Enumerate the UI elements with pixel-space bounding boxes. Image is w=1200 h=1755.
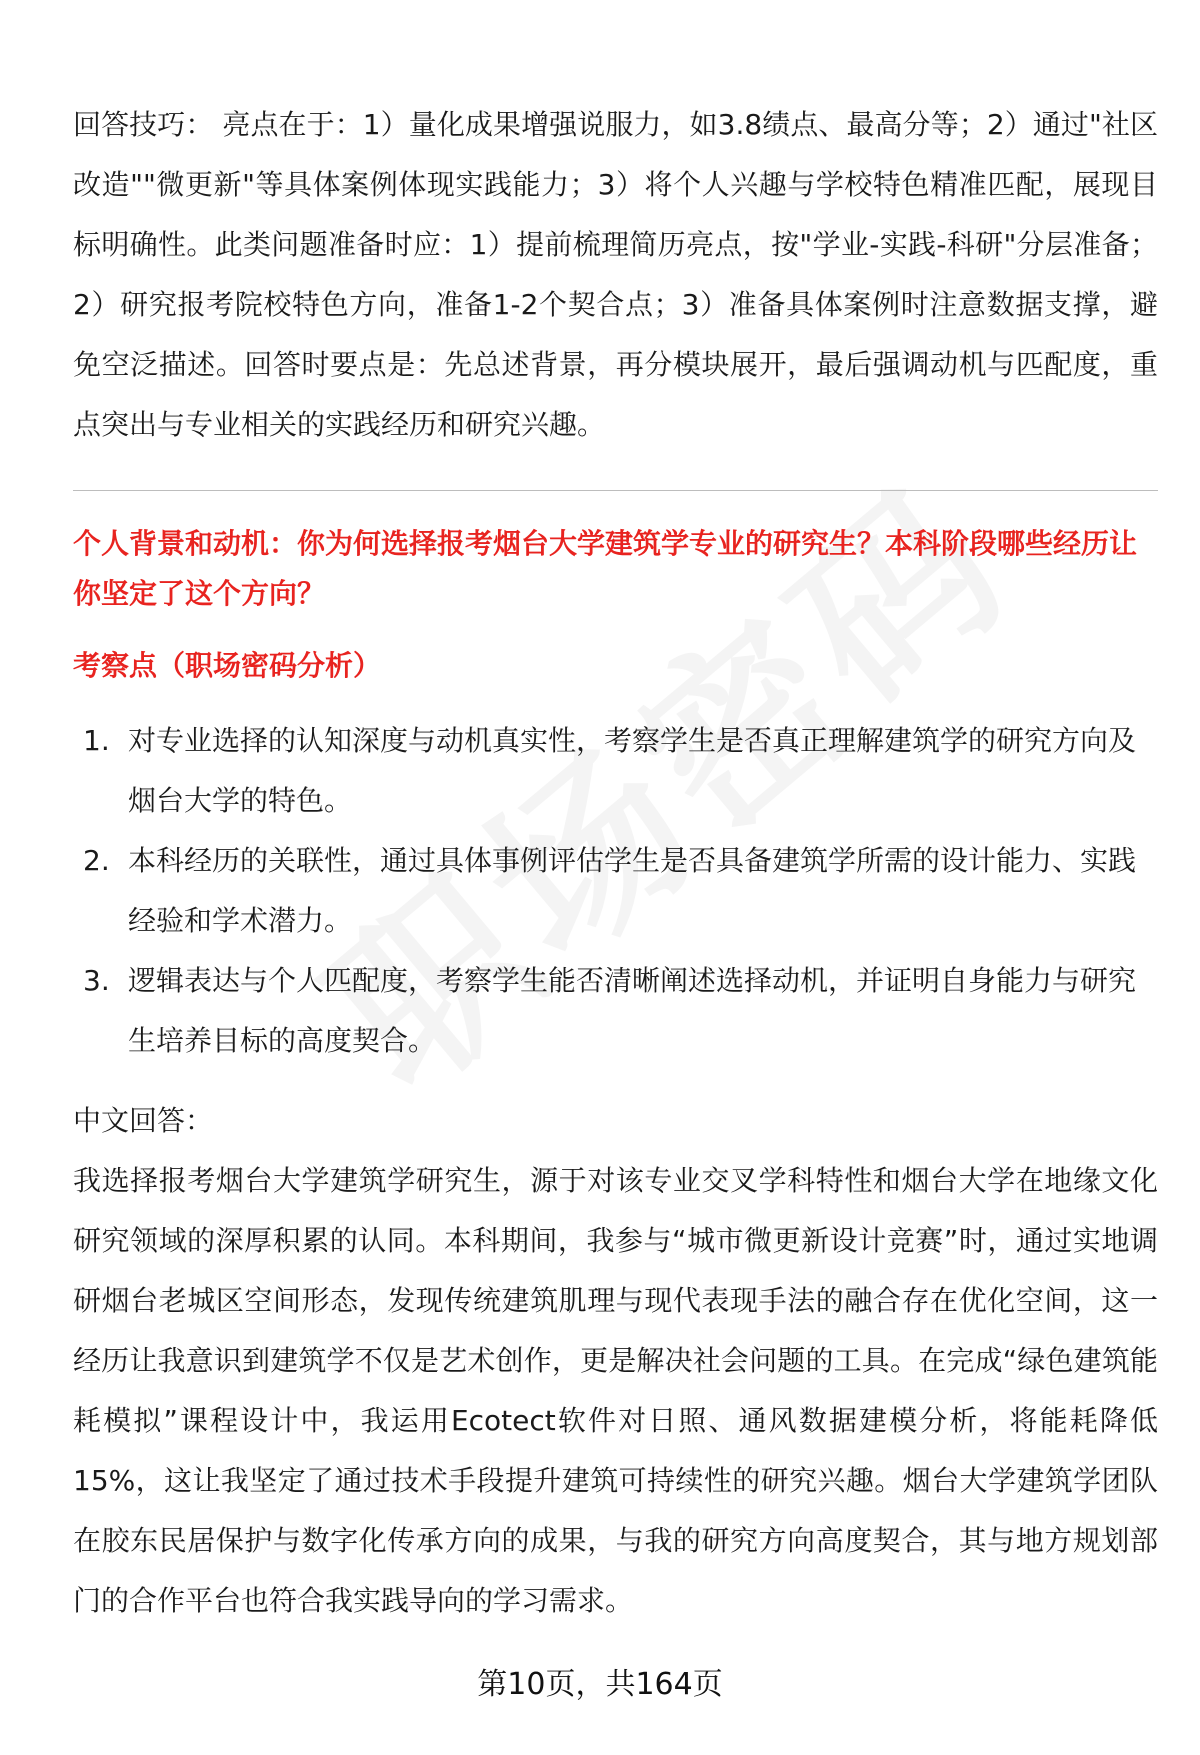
list-number: 2. bbox=[83, 844, 110, 877]
answer-label: 中文回答： bbox=[73, 1104, 214, 1137]
list-text: 对专业选择的认知深度与动机真实性，考察学生是否真正理解建筑学的研究方向及烟台大学的特色。 bbox=[128, 724, 1137, 817]
list-number: 3. bbox=[83, 964, 110, 997]
list-text: 逻辑表达与个人匹配度，考察学生能否清晰阐述选择动机，并证明自身能力与研究生培养目标的高度契合。 bbox=[128, 964, 1137, 1057]
list-number: 1. bbox=[83, 724, 110, 757]
document-page bbox=[73, 95, 1158, 1631]
assessment-heading: 考察点（职场密码分析） bbox=[73, 649, 382, 682]
intro-paragraph: 回答技巧： 亮点在于：1）量化成果增强说服力，如3.8绩点、最高分等；2）通过"社区改造""微更新"等具体案例体现实践能力；3）将个人兴趣与学校特色精准匹配，展现目标明确性。此类问题准备时应：1）提前梳理简历亮点，按"学业-实践-科研"分层准备；2）研究报考院校特色方向，准备1-2个契合点；3）准备具体案例时注意数据支撑，避免空泛描述。回答时要点是：先总述背景，再分模块展开，最后强调动机与匹配度，重点突出与专业相关的实践经历和研究兴趣。 bbox=[73, 108, 1158, 441]
list-text: 本科经历的关联性，通过具体事例评估学生是否具备建筑学所需的设计能力、实践经验和学术潜力。 bbox=[128, 844, 1137, 937]
section-divider bbox=[73, 490, 1158, 491]
answer-paragraph: 我选择报考烟台大学建筑学研究生，源于对该专业交叉学科特性和烟台大学在地缘文化研究领域的深厚积累的认同。本科期间，我参与“城市微更新设计竞赛”时，通过实地调研烟台老城区空间形态，发现传统建筑肌理与现代表现手法的融合存在优化空间，这一经历让我意识到建筑学不仅是艺术创作，更是解决社会问题的工具。在完成“绿色建筑能耗模拟”课程设计中，我运用Ecotect软件对日照、通风数据建模分析，将能耗降低15%，这让我坚定了通过技术手段提升建筑可持续性的研究兴趣。烟台大学建筑学团队在胶东民居保护与数字化传承方向的成果，与我的研究方向高度契合，其与地方规划部门的合作平台也符合我实践导向的学习需求。 bbox=[73, 1164, 1158, 1617]
list-item bbox=[73, 831, 1158, 951]
list-item bbox=[73, 711, 1158, 831]
assessment-points bbox=[73, 711, 1158, 1071]
list-item bbox=[73, 951, 1158, 1071]
page-number: 第10页，共164页 bbox=[477, 1667, 723, 1702]
question-title: 个人背景和动机：你为何选择报考烟台大学建筑学专业的研究生？本科阶段哪些经历让你坚定了这个方向？ bbox=[73, 527, 1138, 610]
